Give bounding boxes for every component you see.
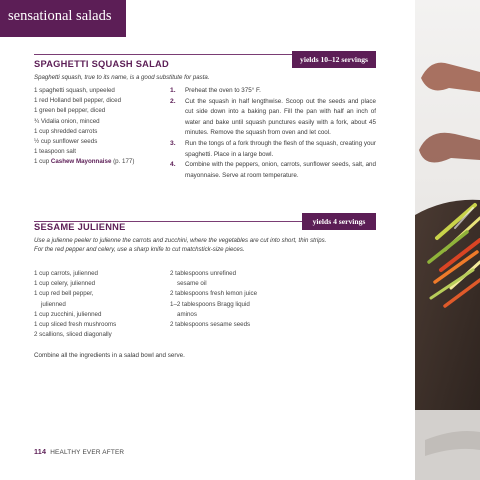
page-number: 114	[34, 447, 47, 456]
step-item	[170, 97, 376, 139]
food-photo	[415, 0, 480, 480]
ingredient-prefix: 1 cup	[34, 158, 51, 166]
ingredient-item: 2 tablespoons sesame seeds	[170, 321, 251, 329]
step-number: 3.	[170, 139, 176, 147]
ingredient-list-right	[170, 269, 278, 330]
step-text: Cut the squash in half lengthwise. Scoop out the seeds and place cut side down into a baking pan. Fill the pan with half an inch of water and bake until squash punctures easily with a fork, about 45 minutes. Remove the squash from oven and let cool.	[185, 97, 376, 137]
ingredient-item: 1 cup celery, julienned	[34, 280, 96, 288]
recipe-instructions: Combine all the ingredients in a salad bowl and serve.	[34, 352, 185, 359]
ingredient-item: 2 tablespoons fresh lemon juice	[170, 290, 258, 298]
recipe-title: SESAME JULIENNE	[34, 222, 126, 232]
method-steps	[170, 86, 376, 181]
recipe-intro: Use a julienne peeler to julienne the carrots and zucchini, where the vegetables are cut into short, thin strips. For the red pepper and celery, use a sharp knife to cut matchstick-size pieces.	[34, 237, 327, 253]
cross-reference-link[interactable]: Cashew Mayonnaise	[50, 158, 112, 166]
yields-badge: yields 10–12 servings	[292, 51, 376, 68]
recipe-intro: Spaghetti squash, true to its name, is a good substitute for pasta.	[34, 74, 210, 81]
book-title: HEALTHY EVER AFTER	[50, 449, 125, 456]
step-item	[170, 160, 376, 181]
ingredient-item: 2 scallions, sliced diagonally	[34, 331, 112, 339]
ingredient-item: 1 cup carrots, julienned	[34, 270, 98, 277]
food-photo-illustration	[415, 0, 480, 480]
ingredient-list	[34, 86, 156, 168]
section-header-band	[0, 0, 126, 37]
ingredient-item: 1 cup sliced fresh mushrooms	[34, 321, 117, 329]
step-number: 1.	[170, 87, 176, 94]
ingredient-item: 1 cup shredded carrots	[34, 127, 98, 135]
section-title: sensational salads	[8, 8, 112, 24]
ingredient-list-left	[34, 269, 134, 340]
ingredient-item: 1 spaghetti squash, unpeeled	[34, 87, 115, 94]
ingredient-item: 1–2 tablespoons Bragg liquid aminos	[170, 300, 250, 318]
page-footer	[34, 447, 124, 456]
ingredient-item: ¾ Vidalia onion, minced	[34, 117, 100, 125]
step-number: 4.	[170, 161, 176, 169]
step-text: Preheat the oven to 375° F.	[185, 87, 261, 94]
ingredient-item: ½ cup sunflower seeds	[34, 138, 98, 146]
step-text: Run the tongs of a fork through the flesh of the squash, creating your spaghetti. Place in a large bowl.	[185, 139, 376, 158]
yields-badge: yields 4 servings	[302, 213, 376, 230]
ingredient-item: 1 teaspoon salt	[34, 148, 76, 156]
ingredient-item: 1 red Holland bell pepper, diced	[34, 97, 122, 105]
ingredient-suffix: (p. 177)	[111, 158, 135, 166]
ingredient-item: 1 green bell pepper, diced	[34, 107, 106, 115]
ingredient-item: 1 cup red bell pepper, julienned	[34, 290, 94, 308]
step-item	[170, 86, 376, 97]
step-text: Combine with the peppers, onion, carrots, sunflower seeds, salt, and mayonnaise. Serve at room temperature.	[185, 161, 376, 179]
step-number: 2.	[170, 97, 176, 105]
ingredient-item: 2 tablespoons unrefined sesame oil	[170, 270, 237, 288]
recipe-title: SPAGHETTI SQUASH SALAD	[34, 59, 169, 69]
ingredient-item	[34, 157, 156, 167]
step-item	[170, 139, 376, 160]
ingredient-item: 1 cup zucchini, julienned	[34, 310, 102, 318]
